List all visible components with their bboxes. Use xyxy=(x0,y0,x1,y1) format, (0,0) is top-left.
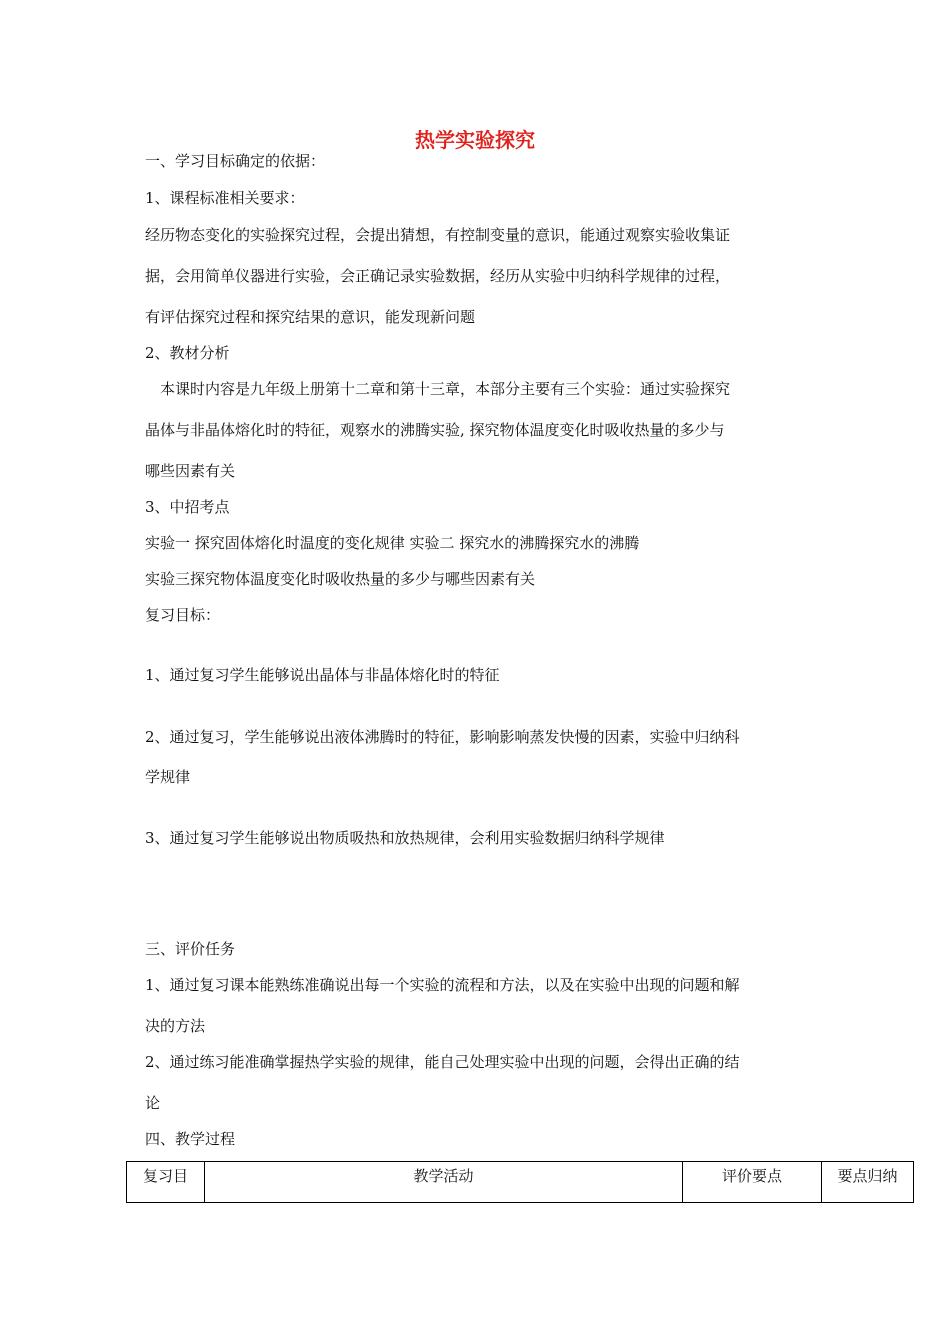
subheading-curriculum: 1、课程标准相关要求： xyxy=(145,189,305,207)
paragraph-line: 有评估探究过程和探究结果的意识，能发现新问题 xyxy=(145,308,476,326)
teaching-process-table xyxy=(126,1161,914,1203)
list-item: 2、通过复习，学生能够说出液体沸腾时的特征，影响影响蒸发快慢的因素，实验中归纳科 xyxy=(145,728,740,746)
paragraph-line: 据，会用简单仪器进行实验，会正确记录实验数据，经历从实验中归纳科学规律的过程， xyxy=(145,267,731,285)
list-item-continuation: 论 xyxy=(145,1094,161,1112)
list-item: 1、通过复习学生能够说出晶体与非晶体熔化时的特征 xyxy=(145,666,500,684)
table-header-cell: 评价要点 xyxy=(683,1162,822,1203)
list-item: 1、通过复习课本能熟练准确说出每一个实验的流程和方法，以及在实验中出现的问题和解 xyxy=(145,976,740,994)
paragraph-line: 本课时内容是九年级上册第十二章和第十三章，本部分主要有三个实验：通过实验探究 xyxy=(160,380,731,398)
paragraph-line: 实验三探究物体温度变化时吸收热量的多少与哪些因素有关 xyxy=(145,570,536,588)
list-item-continuation: 学规律 xyxy=(145,768,191,786)
list-item: 2、通过练习能准确掌握热学实验的规律，能自己处理实验中出现的问题，会得出正确的结 xyxy=(145,1053,740,1071)
subheading-exam-points: 3、中招考点 xyxy=(145,498,230,516)
paragraph-line: 实验一 探究固体熔化时温度的变化规律 实验二 探究水的沸腾探究水的沸腾 xyxy=(145,534,640,552)
table-header-cell: 要点归纳 xyxy=(822,1162,914,1203)
paragraph-line: 晶体与非晶体熔化时的特征，观察水的沸腾实验, 探究物体温度变化时吸收热量的多少与 xyxy=(145,421,725,439)
table-header-cell: 复习目 xyxy=(127,1162,205,1203)
table-header-row xyxy=(127,1162,914,1203)
section-heading-evaluation: 三、评价任务 xyxy=(145,940,236,958)
section-heading-process: 四、教学过程 xyxy=(145,1130,236,1148)
document-title: 热学实验探究 xyxy=(415,128,535,152)
list-item-continuation: 决的方法 xyxy=(145,1017,206,1035)
paragraph-line: 经历物态变化的实验探究过程，会提出猜想，有控制变量的意识，能通过观察实验收集证 xyxy=(145,226,731,244)
section-heading-basis: 一、学习目标确定的依据： xyxy=(145,152,326,170)
table-header-cell: 教学活动 xyxy=(205,1162,683,1203)
subheading-review-goals: 复习目标： xyxy=(145,606,221,624)
paragraph-line: 哪些因素有关 xyxy=(145,462,236,480)
subheading-textbook: 2、教材分析 xyxy=(145,344,230,362)
list-item: 3、通过复习学生能够说出物质吸热和放热规律，会利用实验数据归纳科学规律 xyxy=(145,829,665,847)
